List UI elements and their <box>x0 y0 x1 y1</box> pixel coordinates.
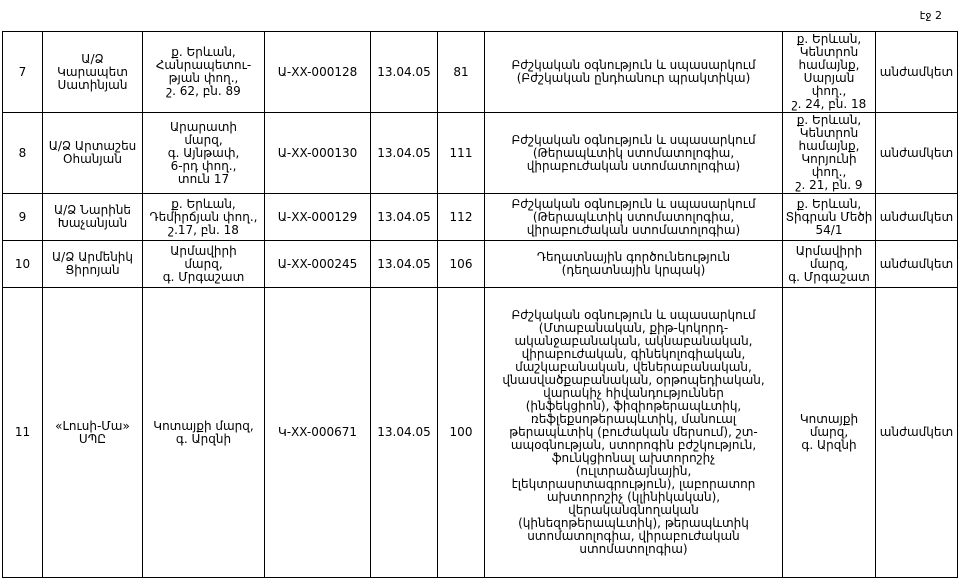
activity-code-cell: 100 <box>438 288 485 578</box>
activity-location-cell: Արմավիրի մարզ, գ. Մրգաշատ <box>783 241 876 288</box>
table-row <box>3 32 958 113</box>
activity-description-cell: Բժշկական օգնություն և սպասարկում (Մտաբանական, քիթ-կոկորդ- ականջաբանական, ակնաբանական, վիրաբուժական, գինեկոլոգիական, մաշկաբանական, վեներաբանական, վնասվածքաբանական, օրթոպեդիական, վարակիչ հիվանդություններ (ինֆեկցիոն), ֆիզիոթերապևտիկ, ռեֆլեքսոթերապևտիկ, մանուալ թերապևտիկ (բուժական մերսում), շտ- ապօգնության, ստորոգին բժշկություն, ֆունկցիոնալ ախտորոշիչ (ուլտրաձայնային, էլեկտրասրտագրություն), լաբորատոր ախտորոշիչ (կլինիկական), վերականգնողական (կինեզոթերապևտիկ), թերապևտիկ ստոմատոլոգիա, վիրաբուժական ստոմատոլոգիա) <box>485 288 783 578</box>
license-number-cell: Կ-XX-000671 <box>265 288 371 578</box>
table-row <box>3 194 958 241</box>
activity-code-cell: 106 <box>438 241 485 288</box>
validity-term-cell: անժամկետ <box>876 32 958 113</box>
licensee-name-cell: «Լուսի-Մա» ՍՊԸ <box>43 288 143 578</box>
table-row <box>3 288 958 578</box>
license-number-cell: Ա-XX-000245 <box>265 241 371 288</box>
licensee-name-cell: Ա/Ձ Կարապետ Սատինյան <box>43 32 143 113</box>
activity-location-cell: Կոտայքի մարզ, գ. Արզնի <box>783 288 876 578</box>
row-number-cell: 9 <box>3 194 43 241</box>
row-number-cell: 8 <box>3 113 43 194</box>
license-number-cell: Ա-XX-000128 <box>265 32 371 113</box>
licensee-address-cell: ք. Երևան, Դեմիրճյան փող., շ.17, բն. 18 <box>143 194 265 241</box>
activity-code-cell: 112 <box>438 194 485 241</box>
issue-date-cell: 13.04.05 <box>371 194 438 241</box>
activity-code-cell: 81 <box>438 32 485 113</box>
activity-location-cell: ք. Երևան, Տիգրան Մեծի 54/1 <box>783 194 876 241</box>
issue-date-cell: 13.04.05 <box>371 32 438 113</box>
licensee-address-cell: Կոտայքի մարզ, գ. Արզնի <box>143 288 265 578</box>
activity-description-cell: Դեղատնային գործունեություն (դեղատնային կրպակ) <box>485 241 783 288</box>
licensee-address-cell: ք. Երևան, Հանրապետու- թյան փող., շ. 62, բն. 89 <box>143 32 265 113</box>
issue-date-cell: 13.04.05 <box>371 241 438 288</box>
license-register-table <box>2 31 958 578</box>
licensee-address-cell: Արմավիրի մարզ, գ. Մրգաշատ <box>143 241 265 288</box>
validity-term-cell: անժամկետ <box>876 194 958 241</box>
validity-term-cell: անժամկետ <box>876 241 958 288</box>
issue-date-cell: 13.04.05 <box>371 113 438 194</box>
activity-description-cell: Բժշկական օգնություն և սպասարկում (Բժշկական ընդհանուր պրակտիկա) <box>485 32 783 113</box>
activity-code-cell: 111 <box>438 113 485 194</box>
row-number-cell: 11 <box>3 288 43 578</box>
license-number-cell: Ա-XX-000129 <box>265 194 371 241</box>
table-row <box>3 113 958 194</box>
validity-term-cell: անժամկետ <box>876 288 958 578</box>
licensee-address-cell: Արարատի մարզ, գ. Այնթափ, 6-րդ փող., տուն 17 <box>143 113 265 194</box>
activity-location-cell: ք. Երևան, Կենտրոն համայնք, Կորյունի փող., շ. 21, բն. 9 <box>783 113 876 194</box>
activity-location-cell: ք. Երևան, Կենտրոն համայնք, Սարյան փող., շ. 24, բն. 18 <box>783 32 876 113</box>
licensee-name-cell: Ա/Ձ Արտաշես Օհանյան <box>43 113 143 194</box>
licensee-name-cell: Ա/Ձ Նարինե Խաչանյան <box>43 194 143 241</box>
row-number-cell: 7 <box>3 32 43 113</box>
activity-description-cell: Բժշկական օգնություն և սպասարկում (Թերապևտիկ ստոմատոլոգիա, վիրաբուժական ստոմատոլոգիա) <box>485 113 783 194</box>
licensee-name-cell: Ա/Ձ Արմենիկ Ցիրոյան <box>43 241 143 288</box>
validity-term-cell: անժամկետ <box>876 113 958 194</box>
page-number: էջ 2 <box>919 9 942 22</box>
row-number-cell: 10 <box>3 241 43 288</box>
license-number-cell: Ա-XX-000130 <box>265 113 371 194</box>
activity-description-cell: Բժշկական օգնություն և սպասարկում (Թերապևտիկ ստոմատոլոգիա, վիրաբուժական ստոմատոլոգիա) <box>485 194 783 241</box>
table-row <box>3 241 958 288</box>
issue-date-cell: 13.04.05 <box>371 288 438 578</box>
